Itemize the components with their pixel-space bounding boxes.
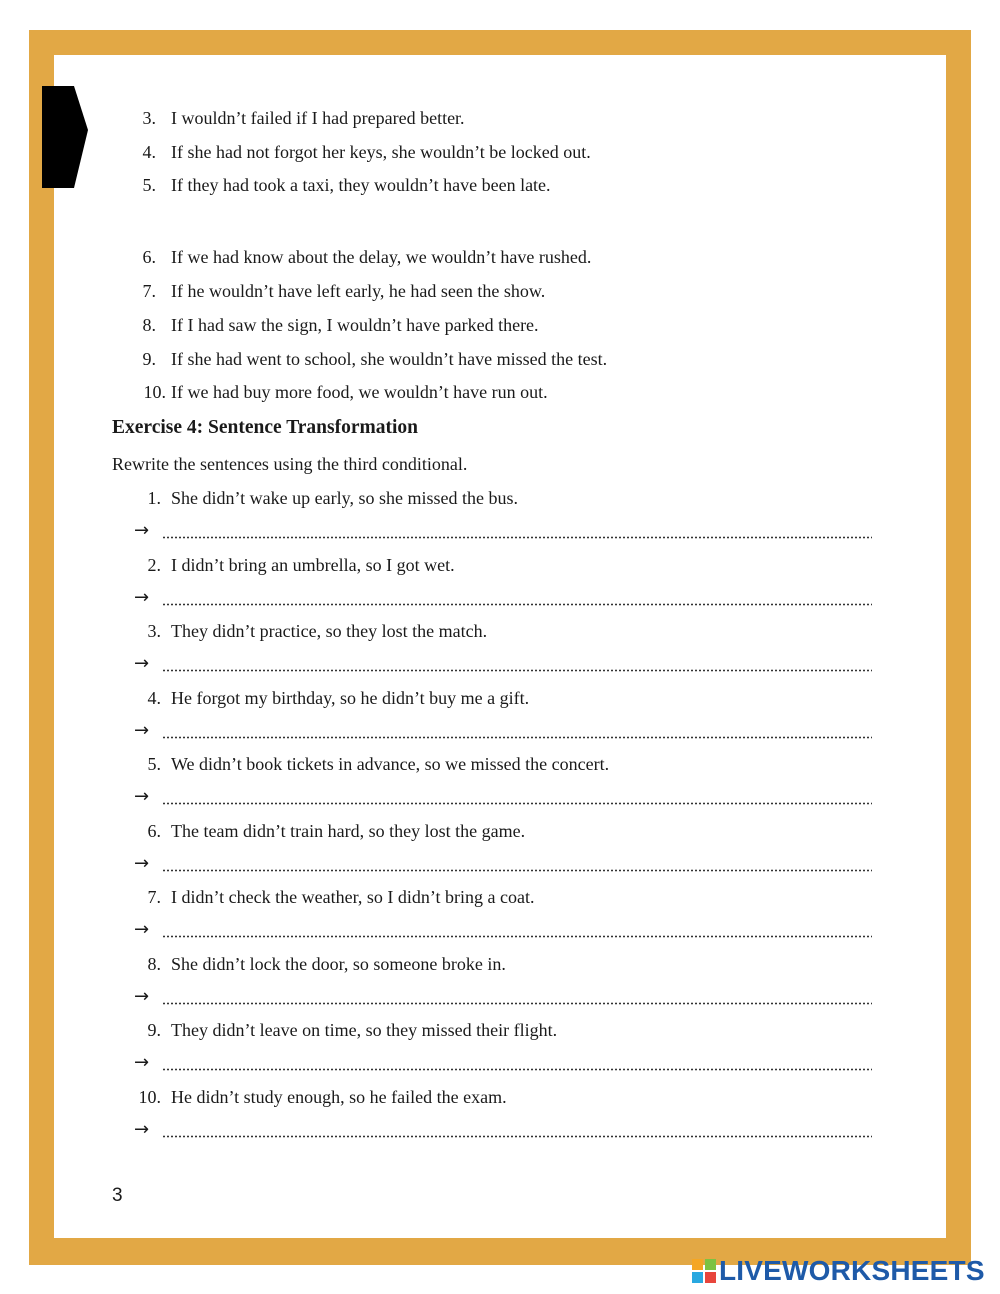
answer-line[interactable] — [162, 1002, 872, 1005]
arrow-right-icon: → — [134, 919, 150, 940]
arrow-right-icon: → — [134, 786, 150, 807]
answer-line[interactable] — [162, 869, 872, 872]
worksheet-page — [54, 55, 946, 1238]
bookmark-tab-icon — [42, 86, 88, 188]
arrow-right-icon: → — [134, 853, 150, 874]
brand-name: LIVEWORKSHEETS — [719, 1255, 985, 1286]
answer-line[interactable] — [162, 669, 872, 672]
arrow-right-icon: → — [134, 520, 150, 541]
arrow-right-icon: → — [134, 653, 150, 674]
answer-line[interactable] — [162, 736, 872, 739]
exercise4-instruction: Rewrite the sentences using the third conditional. — [112, 454, 468, 474]
liveworksheets-logo-icon — [692, 1259, 716, 1283]
answer-line[interactable] — [162, 603, 872, 606]
liveworksheets-brand[interactable] — [692, 1256, 985, 1286]
arrow-right-icon: → — [134, 720, 150, 741]
exercise4-title: Exercise 4: Sentence Transformation — [112, 417, 418, 438]
arrow-right-icon: → — [134, 587, 150, 608]
answer-line[interactable] — [162, 1068, 872, 1071]
answer-line[interactable] — [162, 802, 872, 805]
answer-line[interactable] — [162, 536, 872, 539]
arrow-right-icon: → — [134, 1119, 150, 1140]
answer-line[interactable] — [162, 1135, 872, 1138]
arrow-right-icon: → — [134, 1052, 150, 1073]
arrow-right-icon: → — [134, 986, 150, 1007]
answer-line[interactable] — [162, 935, 872, 938]
page-number: 3 — [112, 1185, 123, 1206]
